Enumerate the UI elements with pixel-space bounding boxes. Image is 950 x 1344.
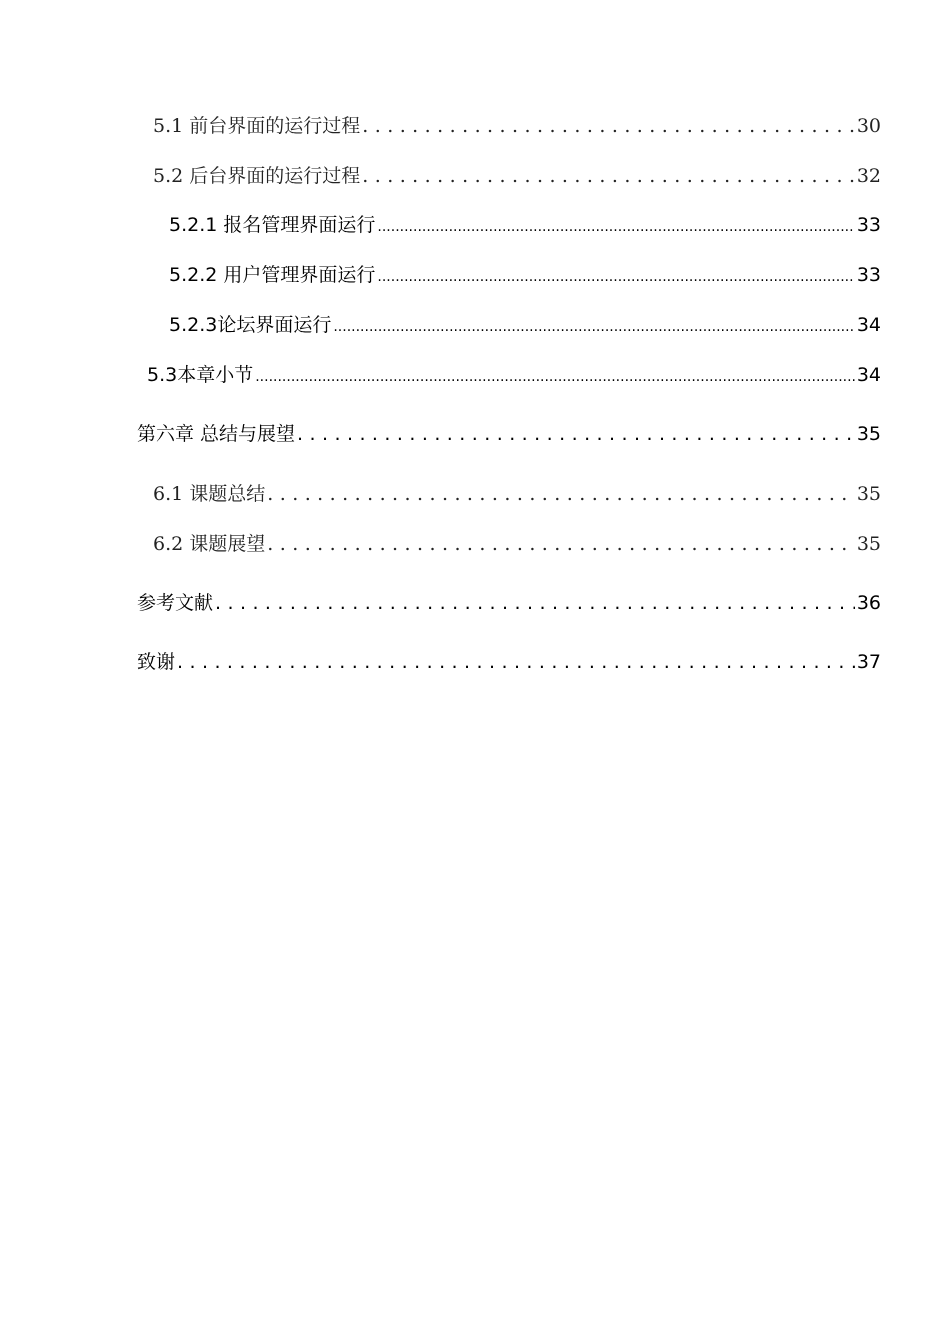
- toc-page-number: 35: [856, 483, 881, 505]
- toc-dot-leader: [297, 420, 855, 448]
- toc-entry-title: 5.2.2 用户管理界面运行: [169, 264, 376, 286]
- toc-dot-leader: [362, 162, 855, 190]
- toc-page-number: 30: [856, 115, 881, 137]
- toc-entry-6-2[interactable]: [153, 530, 881, 558]
- toc-dot-leader: [377, 261, 854, 291]
- toc-entry-title: 第六章 总结与展望: [137, 423, 296, 445]
- toc-page-number: 33: [856, 214, 881, 236]
- toc-entry-6-1[interactable]: [153, 480, 881, 508]
- toc-dot-leader: [267, 530, 855, 558]
- toc-page-number: 37: [856, 651, 881, 673]
- toc-entry-acknowledgements[interactable]: [137, 648, 881, 676]
- toc-entry-chapter-6[interactable]: [137, 420, 881, 448]
- toc-entry-5-2-2[interactable]: [169, 261, 881, 289]
- toc-entry-title: 致谢: [137, 651, 176, 673]
- toc-dot-leader: [267, 480, 855, 508]
- toc-page-number: 34: [856, 314, 881, 336]
- toc-entry-title: 5.2.1 报名管理界面运行: [169, 214, 376, 236]
- toc-dot-leader: [255, 361, 855, 391]
- toc-page-number: 36: [856, 592, 881, 614]
- toc-page-number: 33: [856, 264, 881, 286]
- toc-dot-leader: [377, 211, 854, 241]
- toc-page-number: 34: [856, 364, 881, 386]
- toc-entry-5-3[interactable]: [147, 361, 881, 389]
- toc-dot-leader: [215, 589, 855, 617]
- toc-entry-5-1[interactable]: [153, 112, 881, 140]
- toc-dot-leader: [177, 648, 855, 676]
- toc-entry-references[interactable]: [137, 589, 881, 617]
- toc-entry-5-2-3[interactable]: [169, 311, 881, 339]
- toc-entry-title: 5.2.3论坛界面运行: [169, 314, 332, 336]
- toc-page-number: 32: [856, 165, 881, 187]
- toc-entry-title: 6.2 课题展望: [153, 533, 266, 555]
- toc-entry-title: 5.1 前台界面的运行过程: [153, 115, 361, 137]
- toc-entry-title: 6.1 课题总结: [153, 483, 266, 505]
- toc-entry-5-2[interactable]: [153, 162, 881, 190]
- toc-entry-title: 5.3本章小节: [147, 364, 254, 386]
- toc-page-number: 35: [856, 423, 881, 445]
- toc-dot-leader: [362, 112, 855, 140]
- toc-entry-title: 参考文献: [137, 592, 214, 614]
- toc-entry-5-2-1[interactable]: [169, 211, 881, 239]
- toc-dot-leader: [333, 311, 854, 341]
- toc-page-number: 35: [856, 533, 881, 555]
- toc-entry-title: 5.2 后台界面的运行过程: [153, 165, 361, 187]
